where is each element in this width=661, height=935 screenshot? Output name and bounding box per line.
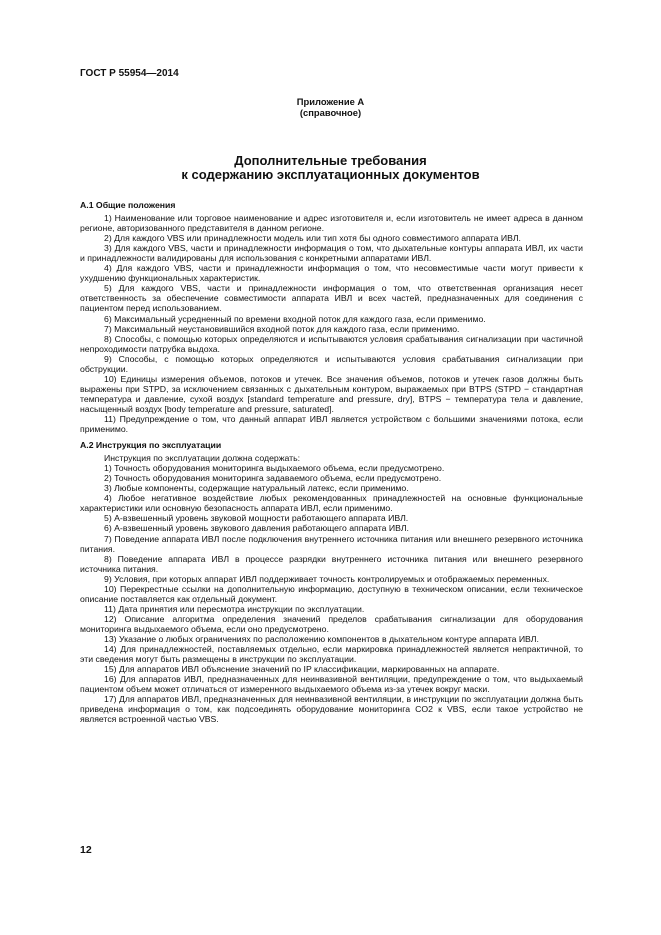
list-item: 17) Для аппаратов ИВЛ, предназначенных для неинвазивной вентиляции, в инструкции по эксплуатации должна быть приведена информация о том, как подсоединять оборудование мониторинга CO2 к VBS, если такое устройство не является встроенной частью VBS.	[80, 694, 583, 725]
list-item: 11) Предупреждение о том, что данный аппарат ИВЛ является устройством с большими значениями потока, если применимо.	[80, 413, 583, 435]
list-item: 9) Условия, при которых аппарат ИВЛ поддерживает точность контролируемых и отображаемых переменных.	[104, 573, 550, 584]
list-item: 5) Для каждого VBS, части и принадлежности информация о том, что ответственная организация несет ответственность за обеспечение совместимости аппарата ИВЛ и всех частей, предназначенных для соединения с пациентом перед использованием.	[80, 283, 583, 314]
list-item: 3) Для каждого VBS, части и принадлежности информация о том, что дыхательные контуры аппарата ИВЛ, их части и принадлежности валидированы для использования с конкретными аппаратами ИВЛ.	[80, 243, 583, 264]
list-item: 10) Перекрестные ссылки на дополнительную информацию, доступную в техническом описании, если техническое описание поставляется как отдельный документ.	[80, 583, 583, 604]
annex-title: Приложение А	[296, 96, 365, 107]
list-item: 4) Для каждого VBS, части и принадлежности информация о том, что несовместимые части могут привести к ухудшению функциональных характеристик.	[80, 263, 583, 284]
list-item: 15) Для аппаратов ИВЛ объяснение значений по IP классификации, маркированных на аппарате.	[104, 664, 500, 675]
list-item: 4) Любое негативное воздействие любых рекомендованных принадлежностей на основные функциональные характеристики или основную безопасность аппарата ИВЛ, если применимо.	[80, 493, 583, 514]
list-item: 11) Дата принятия или пересмотра инструкции по эксплуатации.	[104, 603, 365, 614]
list-item: 3) Любые компоненты, содержащие натуральный латекс, если применимо.	[104, 483, 409, 494]
list-item: 9) Способы, с помощью которых определяются и испытываются условия срабатывания сигнализации при обструкции.	[80, 353, 583, 374]
section-a2-list	[80, 453, 583, 724]
section-a1-list	[80, 213, 583, 434]
page-title-line-1: Дополнительные требования	[234, 153, 427, 168]
page-title-line-2: к содержанию эксплуатационных документов	[181, 167, 480, 182]
list-item: 13) Указание о любых ограничениях по расположению компонентов в дыхательном контуре аппарата ИВЛ.	[104, 633, 539, 644]
list-item: 10) Единицы измерения объемов, потоков и утечек. Все значения объемов, потоков и утечек газов должны быть выражены при STPD, за исключением связанных с дыхательным контуром, выражаемых при BTPS (STPD − стандартная температура и давление, сухой воздух [standard temperature and pressure, dry], BTPS − температура тела и давление, насыщенный воздух [body temperature and pressure, saturated].	[80, 373, 583, 414]
list-item: 5) А-взвешенный уровень звуковой мощности работающего аппарата ИВЛ.	[104, 513, 409, 524]
list-item: 6) Максимальный усредненный по времени входной поток для каждого газа, если применимо.	[104, 313, 486, 324]
annex-label	[80, 96, 581, 118]
list-item: 8) Поведение аппарата ИВЛ в процессе разрядки внутреннего источника питания или внешнего резервного источника питания.	[80, 553, 583, 574]
list-item: 7) Максимальный неустановившийся входной поток для каждого газа, если применимо.	[104, 323, 460, 334]
list-item: 16) Для аппаратов ИВЛ, предназначенных для неинвазивной вентиляции, предупреждение о том, что выдыхаемый пациентом объем может отличаться от измеренного выдыхаемого объема из-за утечек вокруг маски.	[80, 674, 583, 695]
list-item: 6) А-взвешенный уровень звукового давления работающего аппарата ИВЛ.	[104, 523, 409, 534]
page-number: 12	[80, 844, 92, 856]
section-a2-heading: А.2 Инструкция по эксплуатации	[80, 440, 222, 451]
annex-subtitle: (справочное)	[299, 107, 362, 118]
list-item: 2) Точность оборудования мониторинга задаваемого объема, если предусмотрено.	[104, 473, 442, 484]
page-title	[80, 154, 581, 182]
list-item: 1) Точность оборудования мониторинга выдыхаемого объема, если предусмотрено.	[104, 463, 445, 474]
list-item: 8) Способы, с помощью которых определяются и испытываются условия срабатывания сигнализации при частичной непроходимости патрубка выдоха.	[80, 333, 583, 354]
list-item: 12) Описание алгоритма определения значений пределов срабатывания сигнализации для оборудования мониторинга выдыхаемого объема, если оно предусмотрено.	[80, 613, 583, 634]
document-body	[80, 200, 583, 724]
list-item: 1) Наименование или торговое наименование и адрес изготовителя и, если изготовитель не имеет адреса в данном регионе, авторизованного представителя в данном регионе.	[80, 213, 583, 234]
list-item: 14) Для принадлежностей, поставляемых отдельно, если маркировка принадлежностей является непрактичной, то эти сведения могут быть размещены в инструкции по эксплуатации.	[80, 644, 583, 665]
section-a1-heading: А.1 Общие положения	[80, 200, 176, 210]
standard-code: ГОСТ Р 55954—2014	[80, 68, 179, 79]
list-item: 2) Для каждого VBS или принадлежности модель или тип хотя бы одного совместимого аппарата ИВЛ.	[104, 233, 521, 244]
list-item: Инструкция по эксплуатации должна содержать:	[104, 453, 301, 464]
list-item: 7) Поведение аппарата ИВЛ после подключения внутреннего источника питания или внешнего резервного источника питания.	[80, 533, 583, 554]
